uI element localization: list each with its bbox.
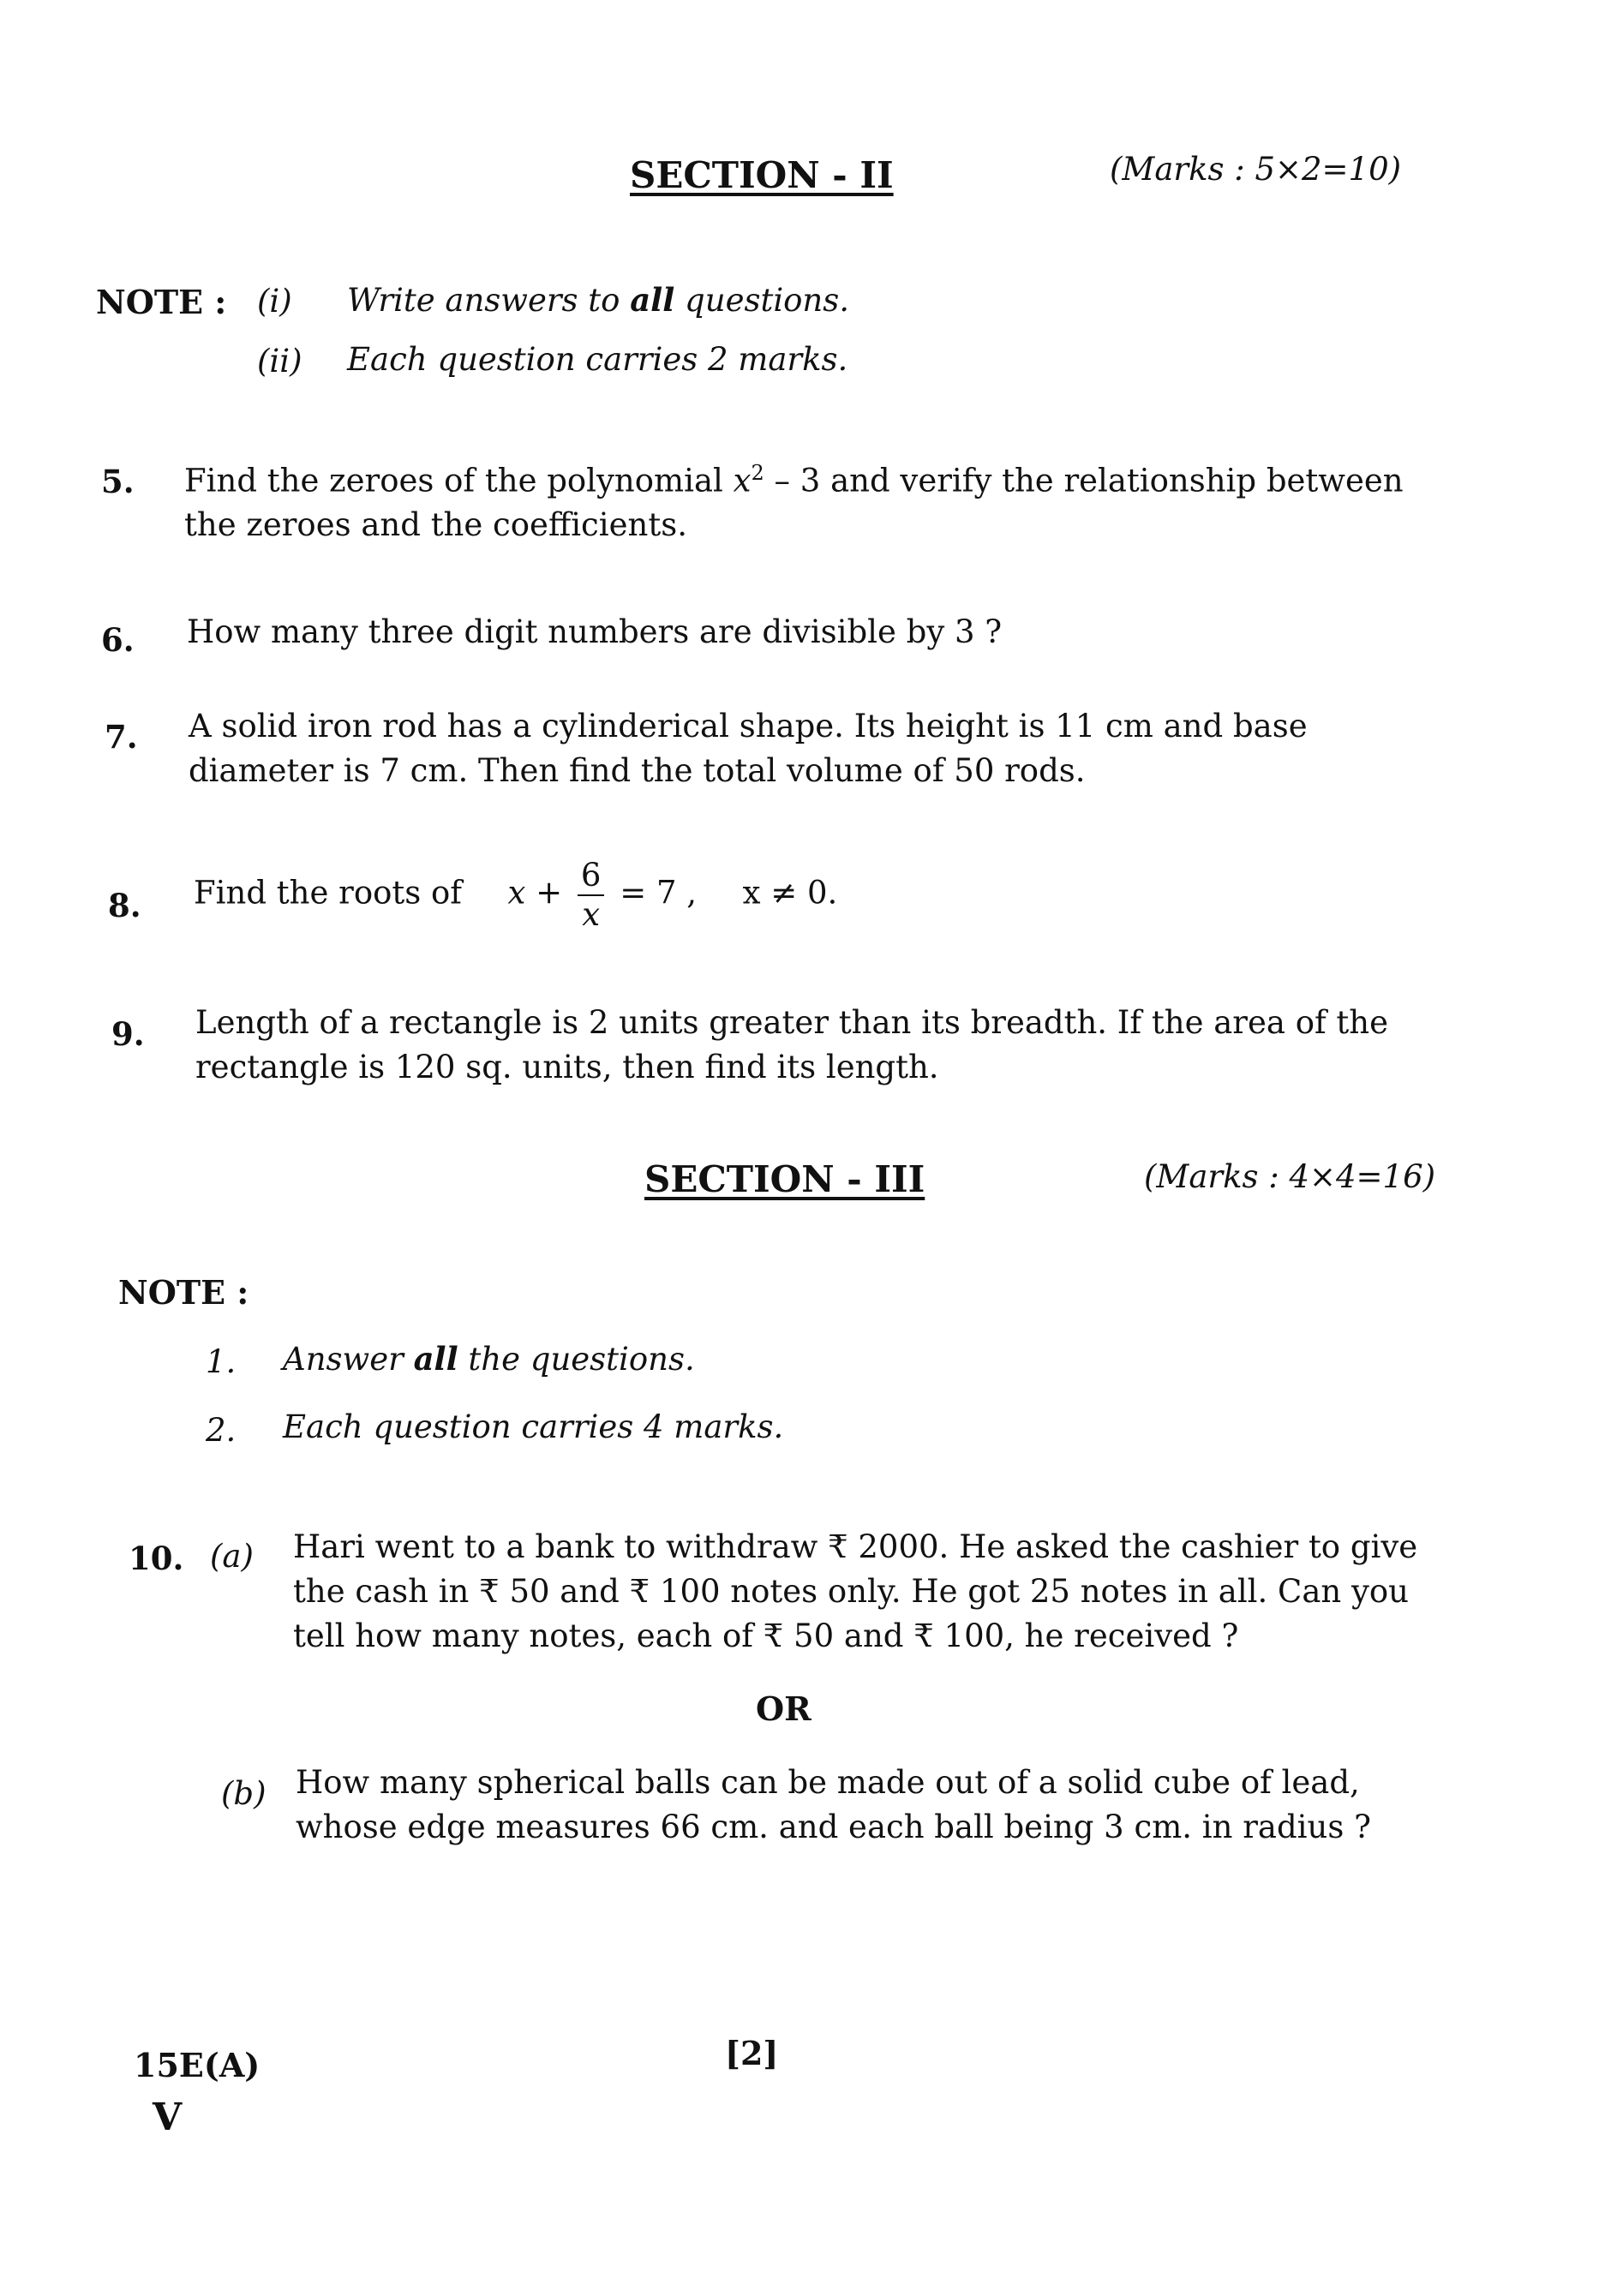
q8-condition: x ≠ 0. bbox=[742, 874, 838, 912]
q8-fraction bbox=[578, 857, 605, 934]
section-2-note-2: Each question carries 2 marks. bbox=[347, 341, 848, 378]
q8-text-pre: Find the roots of bbox=[194, 874, 462, 912]
page-number: [2] bbox=[725, 2034, 779, 2072]
question-7-number: 7. bbox=[105, 718, 138, 756]
question-10-number: 10. bbox=[129, 1540, 184, 1577]
section-3-marks: (Marks : 4×4=16) bbox=[1144, 1158, 1436, 1195]
question-9-text: Length of a rectangle is 2 units greater than its breadth. If the area of the rectangle is 120 sq. units, then find its length. bbox=[195, 1004, 1389, 1085]
section-3-note-2: Each question carries 4 marks. bbox=[283, 1408, 784, 1445]
q8-fraction-numerator: 6 bbox=[578, 857, 605, 896]
section-3-title: SECTION - III bbox=[644, 1158, 925, 1200]
or-divider: OR bbox=[756, 1689, 812, 1728]
question-10a-label: (a) bbox=[210, 1538, 254, 1575]
q5-text-pre: Find the zeroes of the polynomial bbox=[184, 462, 734, 499]
s3-note-1-pre: Answer bbox=[283, 1341, 414, 1378]
s3-note-1-bold: all bbox=[413, 1340, 458, 1378]
version-mark: V bbox=[153, 2096, 183, 2139]
section-2-note-1 bbox=[347, 281, 849, 319]
question-8-text bbox=[194, 857, 1393, 934]
section-2-note-1-num: (i) bbox=[257, 283, 292, 320]
question-10b-label: (b) bbox=[221, 1775, 267, 1812]
question-8-number: 8. bbox=[108, 887, 141, 924]
question-9-number: 9. bbox=[111, 1015, 145, 1053]
q8-plus: + bbox=[536, 874, 563, 912]
section-3-note-1-num: 1. bbox=[206, 1343, 237, 1380]
q5-text-post: – 3 and verify the relationship between the zeroes and the coefficients. bbox=[184, 462, 1404, 544]
section-2-marks: (Marks : 5×2=10) bbox=[1110, 151, 1402, 188]
q8-equals: = 7 , bbox=[620, 874, 698, 912]
note-1-bold: all bbox=[630, 281, 675, 319]
q5-variable: x bbox=[733, 462, 752, 499]
section-2-note-2-num: (ii) bbox=[257, 343, 302, 380]
q8-fraction-denominator: x bbox=[582, 896, 601, 933]
question-10b-text: How many spherical balls can be made out of a solid cube of lead, whose edge measures 66 cm. and each ball being 3 cm. in radius ? bbox=[296, 1764, 1371, 1845]
question-10a-text: Hari went to a bank to withdraw ₹ 2000. He asked the cashier to give the cash in ₹ 50 and ₹ 100 notes only. He got 25 notes in all. Can you tell how many notes, each of ₹ 50 and ₹ 100, he received ? bbox=[293, 1528, 1418, 1654]
question-5-number: 5. bbox=[101, 463, 135, 500]
q8-variable: x bbox=[507, 874, 526, 912]
question-5-text bbox=[184, 451, 1418, 547]
section-3-note-label: NOTE : bbox=[118, 1273, 249, 1312]
section-2-title: SECTION - II bbox=[630, 154, 894, 196]
question-7-text: A solid iron rod has a cylinderical shape. Its height is 11 cm and base diameter is 7 cm. Then find the total volume of 50 rods. bbox=[189, 708, 1308, 789]
note-1-pre: Write answers to bbox=[347, 282, 631, 319]
question-6-text: How many three digit numbers are divisible by 3 ? bbox=[187, 613, 1003, 650]
section-3-note-1 bbox=[283, 1340, 695, 1378]
question-6-number: 6. bbox=[101, 621, 135, 659]
paper-code: 15E(A) bbox=[134, 2046, 261, 2084]
note-1-post: questions. bbox=[674, 282, 850, 319]
section-3-note-2-num: 2. bbox=[206, 1412, 237, 1449]
section-2-note-label: NOTE : bbox=[96, 283, 227, 321]
q5-exponent: 2 bbox=[751, 461, 764, 485]
s3-note-1-post: the questions. bbox=[458, 1341, 695, 1378]
